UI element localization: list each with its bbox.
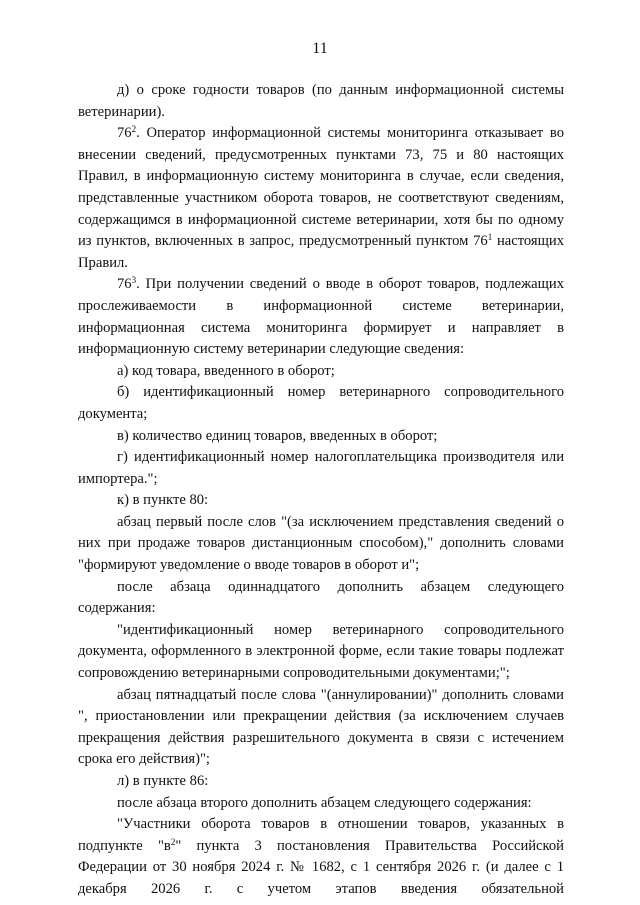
list-item-g: г) идентификационный номер налогоплательщика производителя или импортера.";: [78, 449, 564, 487]
list-item-v: в) количество единиц товаров, введенных в оборот;: [117, 427, 438, 444]
paragraph-l-point-86: л) в пункте 86:: [117, 773, 209, 789]
paragraph-after-second: после абзаца второго дополнить абзацем следующего содержания:: [117, 794, 532, 811]
paragraph-k-point-80: к) в пункте 80:: [117, 492, 209, 509]
paragraph-fifteenth: абзац пятнадцатый после слова "(аннулировании)" дополнить словами ", приостановлении или прекращении действия (за исключением случаев прекращения действия разрешительного документа в связи с истечением срока его действия)";: [78, 686, 564, 768]
list-item-a: а) код товара, введенного в оборот;: [117, 362, 335, 379]
paragraph-abzac-first: абзац первый после слов "(за исключением представления сведений о них при продаже товаров дистанционным способом)," дополнить словами "формируют уведомление о вводе товаров в оборот и";: [78, 513, 564, 574]
document-body: [78, 80, 564, 901]
paragraph-quote-id-number: "идентификационный номер ветеринарного сопроводительного документа, оформленного в электронной форме, если такие товары подлежат сопровождению ветеринарными сопроводительными документами;";: [78, 621, 564, 682]
list-item-b: б) идентификационный номер ветеринарного сопроводительного документа;: [78, 384, 564, 422]
paragraph-d-shelf-life: д) о сроке годности товаров (по данным информационной системы ветеринарии).: [78, 82, 564, 120]
paragraph-76-3: $76^3$. При получении сведений о вводе в оборот товаров, подлежащих прослеживаемости в информационной системе ветеринарии, информационная система мониторинга формирует и направляет в информационную систему ветеринарии следующие сведения:: [78, 275, 564, 358]
paragraph-participants: "Участники оборота товаров в отношении товаров, указанных в подпункте "$в^2$" пункта 3 постановления Правительства Российской Федерации от 30 ноября 2024 г. № 1682, с 1 сентября 2026 г. (и далее с 1 декабря 2026 г. с учетом этапов введения обязательной: [78, 816, 564, 897]
page-number: 11: [312, 40, 328, 57]
paragraph-76-2: $76^2$. Оператор информационной системы мониторинга отказывает во внесении сведений, предусмотренных пунктами 73, 75 и 80 настоящих Правил, в информационную систему мониторинга в случае, если сведения, представленные участником оборота товаров, не соответствуют сведениям, содержащимся в информационной системе ветеринарии, хотя бы по одному из пунктов, включенных в запрос, предусмотренный пунктом $76^1$ настоящих Правил.: [78, 124, 564, 271]
paragraph-after-eleventh: после абзаца одиннадцатого дополнить абзацем следующего содержания:: [78, 578, 564, 617]
